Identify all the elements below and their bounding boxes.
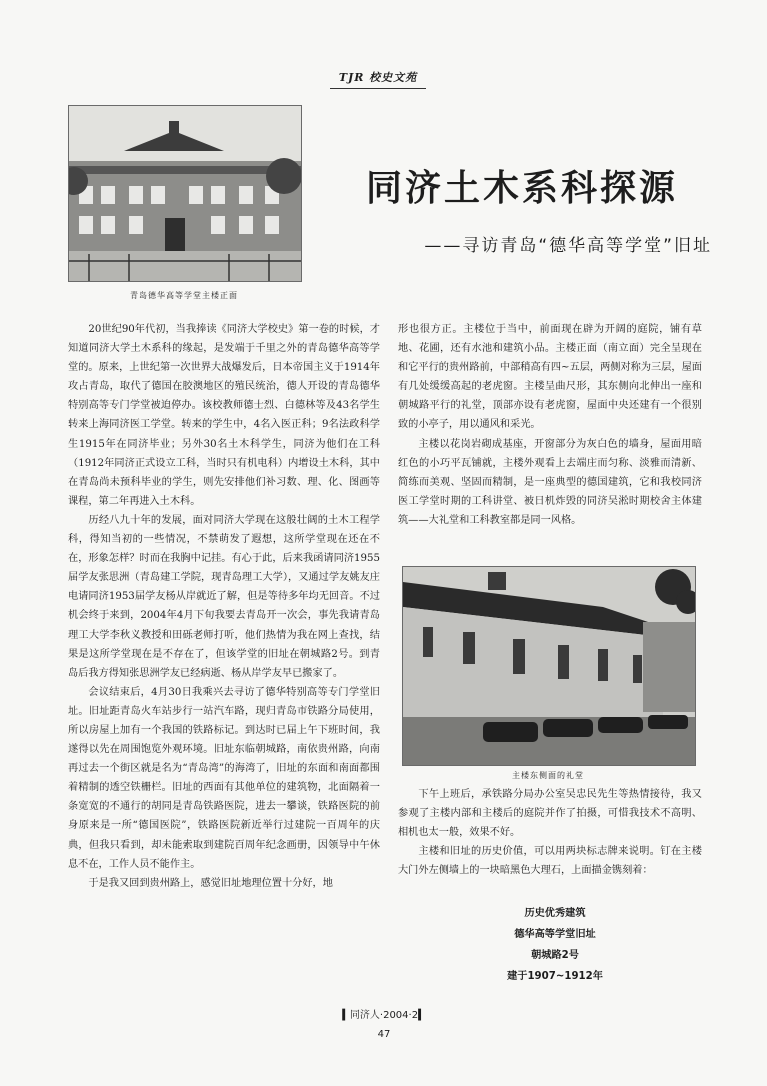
paragraph: 会议结束后，4月30日我乘兴去寻访了德华特别高等专门学堂旧址。旧址距青岛火车站步行一站汽车路，现归青岛市铁路分局使用，所以房屋上加有一个我国的铁路标记。到达时已届上午下班时间，我遂得以先在周围饱览外观环境。旧址东临朝城路，南依贵州路，向南再过去一个街区就是名为“青岛湾”的海湾了，旧址的东面和南面都围着精制的透空铁栅栏。旧址的西面有其他单位的建筑物，北面隔着一条宽宽的不通行的胡同是青岛铁路医院，进去一攀谈，铁路医院的前身原来是一所“德国医院”，铁路医院新近举行过建院一百周年的庆典，但我只看到，却未能索取到建院百周年纪念画册，因领导中午休息不在，工作人员不能作主。 xyxy=(68,686,380,870)
body-column-right-top xyxy=(398,320,702,530)
paragraph: 历经八九十年的发展，面对同济大学现在这般壮阔的土木工程学科，得知当初的一些情况，不禁萌发了遐想，这所学堂现在还在不在，形象怎样？时而在我胸中记挂。有心于此，后来我函请同济1955届学友张思洲（青岛建工学院，现青岛理工大学），又通过学友姚友庄电请同济1953届学友杨从岸就近了解，但是等待多年均无回音。不过机会终于来到，2004年4月下旬我要去青岛开一次会，事先我请青岛理工大学李秋义教授和田砾老师打听，他们热情为我在网上查找，结果是这所学堂现在是不存在了，但该学堂的旧址在朝城路2号。到青岛后我方得知张思洲学友已经病逝、杨从岸学友早已搬家了。 xyxy=(68,514,380,679)
paragraph: 20世纪90年代初，当我捧读《同济大学校史》第一卷的时候，才知道同济大学土木系科的缘起，是发端于千里之外的青岛德华高等学堂的。原来，上世纪第一次世界大战爆发后，日本帝国主义于1914年攻占青岛，取代了德国在胶澳地区的殖民统治，德人开设的青岛德华特别高等专门学堂被迫停办。该校教师德士烈、白德林等及43名学生转来上海同济医工学堂。转来的学生中，4名入医正科；9名法政科学生1915年在同济毕业；另外30名土木科学生，同济为他们在工科（1912年同济正式设立工科，当时只有机电科）内增设土木科，其中在青岛尚未预科毕业的学生，则先安排他们补习数、理、化、图画等课程，第二年再进入土木科。 xyxy=(68,324,380,507)
plaque-line: 德华高等学堂旧址 xyxy=(514,929,596,940)
section-label: TJR 校史文苑 xyxy=(330,70,426,89)
photo1-caption: 青岛德华高等学堂主楼正面 xyxy=(130,291,238,300)
paragraph: 下午上班后，承铁路分局办公室吴忠民先生等热情接待，我又参观了主楼内部和主楼后的庭院并作了拍摄，可惜我技术不高明、相机也太一般，效果不好。 xyxy=(398,789,702,839)
article-subtitle: ——寻访青岛“德华高等学堂”旧址 xyxy=(424,236,712,256)
page-number: 47 xyxy=(377,1029,391,1040)
plaque-line: 建于1907~1912年 xyxy=(507,971,603,982)
paragraph: 主楼和旧址的历史价值，可以用两块标志牌来说明。钉在主楼大门外左侧墙上的一块暗黑色大理石，上面描金镌刻着： xyxy=(398,846,702,877)
paragraph: 于是我又回到贵州路上，感觉旧址地理位置十分好，地 xyxy=(88,877,333,889)
body-column-right-bottom xyxy=(398,785,702,880)
body-column-left xyxy=(68,320,380,893)
paragraph: 形也很方正。主楼位于当中，前面现在辟为开阔的庭院，铺有草地、花圃，还有水池和建筑小品。主楼正面（南立面）完全呈现在和它平行的贵州路前，中部稍高有四~五层，两侧对称为三层，屋面有几处缓缓高起的老虎窗。主楼呈曲尺形，其东侧向北伸出一座和朝城路平行的礼堂，顶部亦设有老虎窗，屋面中央还建有一个很别致的小亭子，用以通风和采光。 xyxy=(398,324,702,431)
article-title: 同济土木系科探源 xyxy=(365,167,678,209)
photo-main-building-front xyxy=(68,105,302,282)
plaque-line: 历史优秀建筑 xyxy=(524,908,586,919)
journal-footer: ▍同济人·2004·2▍ xyxy=(342,1010,426,1021)
plaque-inscription xyxy=(490,903,620,987)
photo-auditorium-east-side xyxy=(402,566,696,766)
paragraph: 主楼以花岗岩砌成基座，开窗部分为灰白色的墙身，屋面用暗红色的小巧平瓦铺就，主楼外观看上去端庄而匀称、淡雅而清新、简练而美观、坚固而精制，是一座典型的德国建筑，它和我校同济医工学堂时期的工科讲堂、被日机炸毁的同济吴淞时期校舍主体建筑——大礼堂和工科教室都是同一风格。 xyxy=(398,438,702,526)
plaque-line: 朝城路2号 xyxy=(531,950,579,961)
photo2-caption: 主楼东侧面的礼堂 xyxy=(512,771,584,780)
